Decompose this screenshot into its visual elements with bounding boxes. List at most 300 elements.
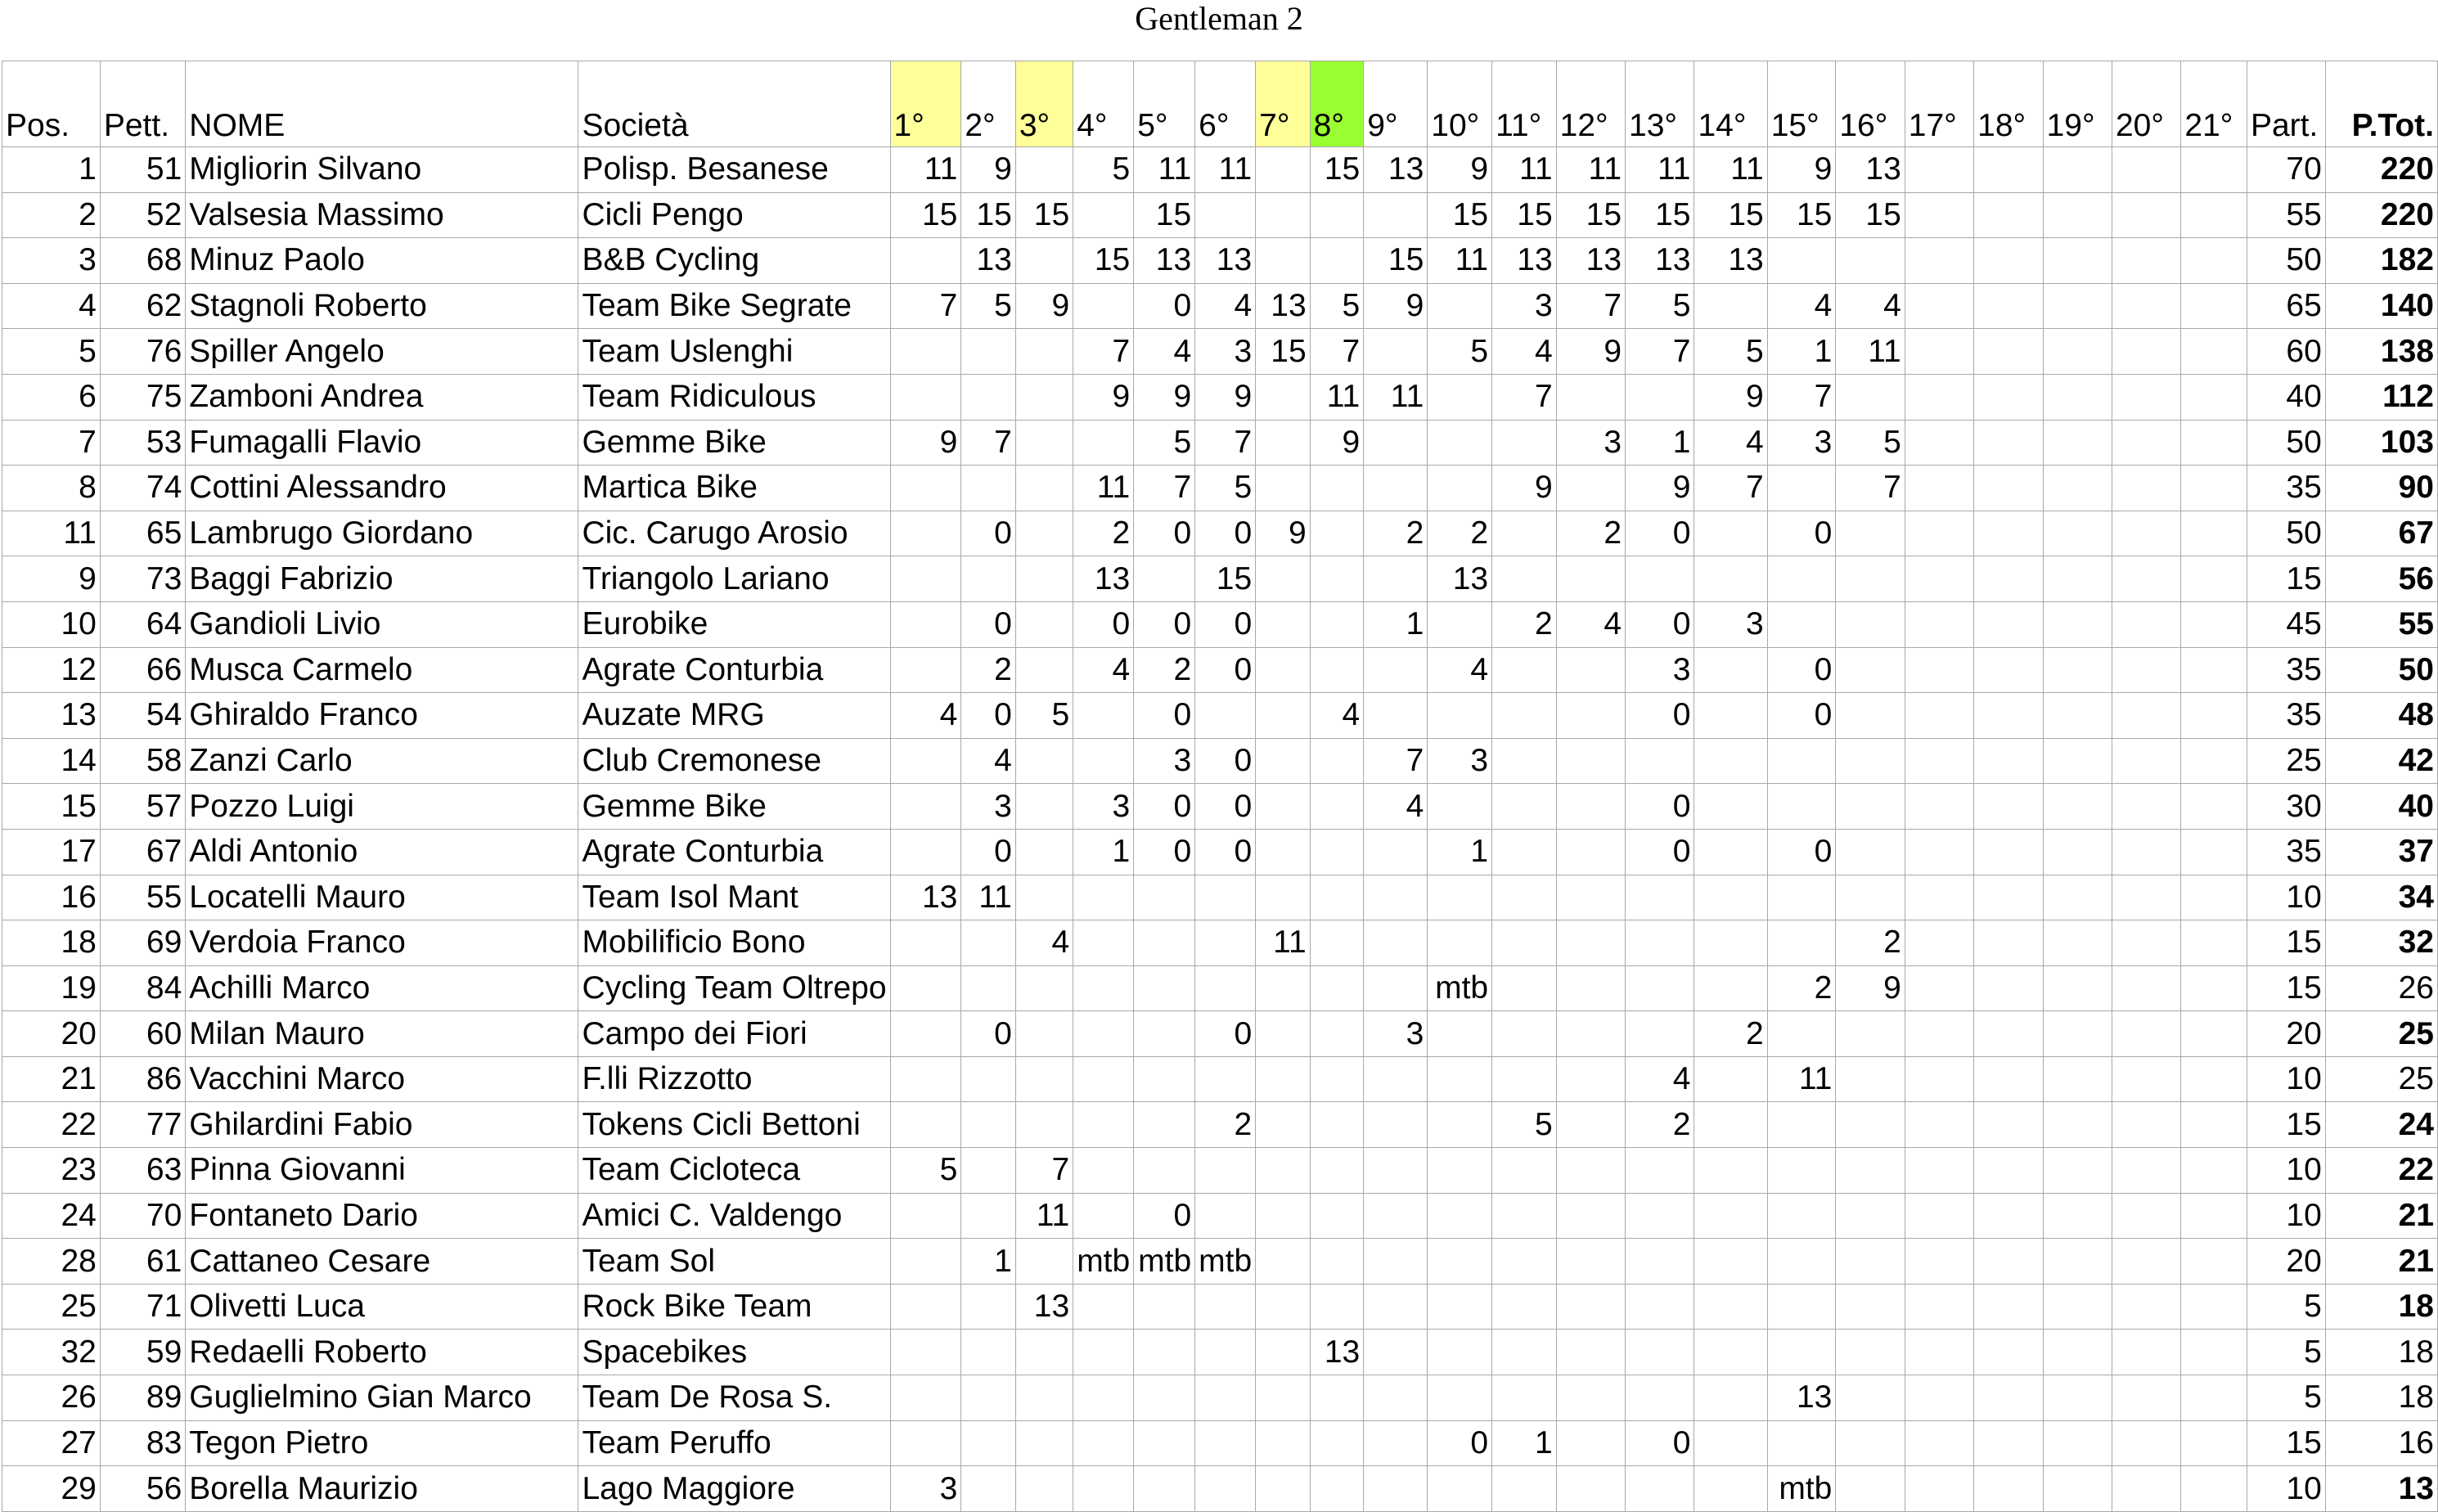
race-points-cell (1905, 238, 1973, 284)
race-points-cell: 1 (1492, 1420, 1557, 1466)
position-cell: 32 (2, 1330, 101, 1375)
race-points-cell: 3 (1694, 601, 1767, 647)
position-cell: 25 (2, 1284, 101, 1330)
race-points-cell: 2 (1428, 511, 1492, 556)
race-points-cell (1767, 1102, 1836, 1148)
race-points-cell (1492, 1284, 1557, 1330)
race-points-cell (1836, 738, 1905, 784)
race-points-cell (1492, 875, 1557, 920)
race-points-cell (1694, 1284, 1767, 1330)
race-points-cell: 2 (1556, 511, 1625, 556)
race-points-cell (1694, 693, 1767, 739)
race-points-cell (1974, 875, 2043, 920)
race-points-cell (1905, 147, 1973, 193)
rider-name-cell: Minuz Paolo (186, 238, 578, 284)
race-points-cell: 2 (1694, 1011, 1767, 1057)
race-points-cell (1492, 1193, 1557, 1239)
race-points-cell (1195, 1056, 1256, 1102)
team-cell: Cic. Carugo Arosio (578, 511, 890, 556)
race-points-cell (2112, 238, 2180, 284)
team-cell: Campo dei Fiori (578, 1011, 890, 1057)
race-points-cell (2181, 420, 2247, 466)
race-points-cell: 2 (1836, 920, 1905, 966)
race-points-cell (1974, 466, 2043, 511)
race-points-cell: 15 (1492, 192, 1557, 238)
participation-cell: 15 (2247, 965, 2325, 1011)
participation-cell: 10 (2247, 1148, 2325, 1194)
race-points-cell (1492, 965, 1557, 1011)
race-points-cell (1428, 1011, 1492, 1057)
race-points-cell (1195, 1148, 1256, 1194)
race-points-cell: 0 (1767, 829, 1836, 875)
race-points-cell (1626, 374, 1694, 420)
race-points-cell (1767, 1239, 1836, 1285)
race-points-cell: 4 (1556, 601, 1625, 647)
race-points-cell: 13 (1256, 283, 1311, 329)
race-points-cell: 13 (1134, 238, 1195, 284)
team-cell: Agrate Conturbia (578, 647, 890, 693)
race-points-cell (1015, 466, 1073, 511)
race-points-cell (2181, 1466, 2247, 1512)
race-points-cell (1256, 420, 1311, 466)
race-points-cell: 2 (1073, 511, 1134, 556)
race-points-cell (1310, 1056, 1364, 1102)
race-points-cell (1905, 1056, 1973, 1102)
team-cell: Team Sol (578, 1239, 890, 1285)
race-points-cell (1492, 1330, 1557, 1375)
race-points-cell (1195, 965, 1256, 1011)
race-points-cell (2043, 1375, 2112, 1421)
race-points-cell (1694, 738, 1767, 784)
race-points-cell: 9 (1256, 511, 1311, 556)
bib-cell: 89 (100, 1375, 185, 1421)
race-points-cell (1974, 420, 2043, 466)
race-points-cell: 9 (1195, 374, 1256, 420)
race-points-cell (1556, 1148, 1625, 1194)
bib-cell: 71 (100, 1284, 185, 1330)
race-points-cell: 0 (1195, 511, 1256, 556)
race-points-cell (1364, 1102, 1428, 1148)
race-points-cell (1905, 466, 1973, 511)
team-cell: Team Isol Mant (578, 875, 890, 920)
race-points-cell (1310, 1193, 1364, 1239)
race-points-cell (2043, 647, 2112, 693)
total-points-cell: 21 (2325, 1193, 2437, 1239)
race-points-cell (1428, 1466, 1492, 1512)
total-points-cell: 103 (2325, 420, 2437, 466)
race-points-cell (1310, 1420, 1364, 1466)
race-points-cell (1626, 1239, 1694, 1285)
race-points-cell (2112, 420, 2180, 466)
race-points-cell (1015, 1375, 1073, 1421)
race-points-cell (1015, 647, 1073, 693)
race-points-cell (1256, 147, 1311, 193)
column-header: Pett. (100, 61, 185, 147)
race-points-cell: 13 (1556, 238, 1625, 284)
race-points-cell (2181, 647, 2247, 693)
participation-cell: 70 (2247, 147, 2325, 193)
total-points-cell: 32 (2325, 920, 2437, 966)
race-points-cell: 7 (1694, 466, 1767, 511)
table-row (2, 693, 2438, 739)
team-cell: Cycling Team Oltrepo (578, 965, 890, 1011)
race-points-cell (1492, 693, 1557, 739)
race-points-cell: 7 (1492, 374, 1557, 420)
race-points-cell (1767, 1193, 1836, 1239)
total-points-cell: 26 (2325, 965, 2437, 1011)
race-points-cell (1836, 1102, 1905, 1148)
race-points-cell: 15 (1073, 238, 1134, 284)
race-points-cell (1974, 1102, 2043, 1148)
race-points-cell: 11 (1015, 1193, 1073, 1239)
race-points-cell (1905, 601, 1973, 647)
race-points-cell (1310, 920, 1364, 966)
race-points-cell (1556, 1284, 1625, 1330)
race-points-cell: 1 (1626, 420, 1694, 466)
table-row (2, 601, 2438, 647)
race-points-cell (1836, 1284, 1905, 1330)
total-points-cell: 34 (2325, 875, 2437, 920)
race-points-cell: 3 (1492, 283, 1557, 329)
race-points-cell (1556, 647, 1625, 693)
race-points-cell (1015, 556, 1073, 602)
race-points-cell (2043, 147, 2112, 193)
race-points-cell (1134, 875, 1195, 920)
race-points-cell: 0 (1767, 693, 1836, 739)
race-points-cell (1556, 738, 1625, 784)
race-points-cell (2112, 1284, 2180, 1330)
race-points-cell (1073, 875, 1134, 920)
race-points-cell (1310, 784, 1364, 830)
rider-name-cell: Locatelli Mauro (186, 875, 578, 920)
race-points-cell (961, 1375, 1016, 1421)
race-points-cell: 9 (1364, 283, 1428, 329)
participation-cell: 35 (2247, 829, 2325, 875)
race-points-cell (961, 466, 1016, 511)
race-points-cell (1073, 283, 1134, 329)
race-points-cell (2112, 1011, 2180, 1057)
race-points-cell (1256, 466, 1311, 511)
race-points-cell: 11 (890, 147, 961, 193)
race-points-cell (1694, 283, 1767, 329)
race-points-cell: 7 (961, 420, 1016, 466)
participation-cell: 5 (2247, 1330, 2325, 1375)
race-points-cell (1134, 1375, 1195, 1421)
race-points-cell (890, 1056, 961, 1102)
race-points-cell (1556, 1239, 1625, 1285)
rider-name-cell: Zanzi Carlo (186, 738, 578, 784)
race-points-cell (1364, 329, 1428, 375)
participation-cell: 50 (2247, 238, 2325, 284)
race-points-cell: 0 (961, 1011, 1016, 1057)
race-points-cell (1073, 1466, 1134, 1512)
column-header: 12° (1556, 61, 1625, 147)
race-points-cell (1428, 784, 1492, 830)
race-points-cell (890, 920, 961, 966)
participation-cell: 10 (2247, 1193, 2325, 1239)
race-points-cell (890, 238, 961, 284)
race-points-cell: 2 (1364, 511, 1428, 556)
race-points-cell: 11 (1492, 147, 1557, 193)
race-points-cell: 5 (1694, 329, 1767, 375)
race-points-cell (1015, 238, 1073, 284)
race-points-cell (1015, 1420, 1073, 1466)
race-points-cell (1073, 192, 1134, 238)
team-cell: Triangolo Lariano (578, 556, 890, 602)
participation-cell: 55 (2247, 192, 2325, 238)
position-cell: 23 (2, 1148, 101, 1194)
column-header: 18° (1974, 61, 2043, 147)
race-points-cell (1073, 965, 1134, 1011)
bib-cell: 65 (100, 511, 185, 556)
rider-name-cell: Redaelli Roberto (186, 1330, 578, 1375)
race-points-cell: 13 (961, 238, 1016, 284)
column-header: 9° (1364, 61, 1428, 147)
rider-name-cell: Lambrugo Giordano (186, 511, 578, 556)
ranking-body (2, 147, 2438, 1512)
race-points-cell: 5 (1428, 329, 1492, 375)
race-points-cell (1974, 1239, 2043, 1285)
race-points-cell: 0 (1626, 784, 1694, 830)
race-points-cell (1364, 693, 1428, 739)
race-points-cell (1364, 1056, 1428, 1102)
race-points-cell (1364, 1148, 1428, 1194)
team-cell: Team Ridiculous (578, 374, 890, 420)
race-points-cell (1556, 1011, 1625, 1057)
race-points-cell: 15 (890, 192, 961, 238)
race-points-cell (1310, 466, 1364, 511)
race-points-cell (1073, 1056, 1134, 1102)
race-points-cell (2112, 466, 2180, 511)
race-points-cell: 2 (1767, 965, 1836, 1011)
table-row (2, 1330, 2438, 1375)
race-points-cell (2112, 875, 2180, 920)
race-points-cell (1310, 1466, 1364, 1512)
race-points-cell: 5 (1626, 283, 1694, 329)
column-header: 14° (1694, 61, 1767, 147)
race-points-cell (1974, 829, 2043, 875)
race-points-cell (1364, 647, 1428, 693)
race-points-cell (2043, 511, 2112, 556)
bib-cell: 73 (100, 556, 185, 602)
race-points-cell (1134, 556, 1195, 602)
race-points-cell (1767, 1011, 1836, 1057)
bib-cell: 84 (100, 965, 185, 1011)
race-points-cell: 5 (1195, 466, 1256, 511)
bib-cell: 62 (100, 283, 185, 329)
race-points-cell (2112, 374, 2180, 420)
race-points-cell (1767, 738, 1836, 784)
race-points-cell: 0 (1626, 693, 1694, 739)
race-points-cell (2043, 192, 2112, 238)
race-points-cell (1974, 283, 2043, 329)
race-points-cell: 3 (1626, 647, 1694, 693)
table-row (2, 147, 2438, 193)
race-points-cell: 11 (1134, 147, 1195, 193)
race-points-cell: 13 (1073, 556, 1134, 602)
race-points-cell (890, 1420, 961, 1466)
race-points-cell: 0 (1195, 784, 1256, 830)
team-cell: Mobilificio Bono (578, 920, 890, 966)
race-points-cell (1256, 693, 1311, 739)
race-points-cell (1905, 1011, 1973, 1057)
race-points-cell: 11 (1626, 147, 1694, 193)
participation-cell: 65 (2247, 283, 2325, 329)
race-points-cell (2112, 556, 2180, 602)
race-points-cell (890, 965, 961, 1011)
race-points-cell (2181, 1239, 2247, 1285)
race-points-cell: 0 (1195, 647, 1256, 693)
race-points-cell (1905, 420, 1973, 466)
participation-cell: 25 (2247, 738, 2325, 784)
position-cell: 3 (2, 238, 101, 284)
race-points-cell: 7 (1073, 329, 1134, 375)
table-row (2, 283, 2438, 329)
race-points-cell (1492, 511, 1557, 556)
race-points-cell (1626, 1193, 1694, 1239)
race-points-cell (2043, 1330, 2112, 1375)
race-points-cell (1905, 374, 1973, 420)
total-points-cell: 182 (2325, 238, 2437, 284)
race-points-cell (2043, 784, 2112, 830)
race-points-cell (1428, 693, 1492, 739)
rider-name-cell: Cattaneo Cesare (186, 1239, 578, 1285)
bib-cell: 60 (100, 1011, 185, 1057)
table-row (2, 965, 2438, 1011)
race-points-cell: 7 (890, 283, 961, 329)
race-points-cell (1195, 875, 1256, 920)
table-row (2, 329, 2438, 375)
table-row (2, 511, 2438, 556)
race-points-cell (1836, 1148, 1905, 1194)
race-points-cell (2181, 329, 2247, 375)
race-points-cell (890, 738, 961, 784)
race-points-cell (2181, 784, 2247, 830)
race-points-cell: 4 (1694, 420, 1767, 466)
race-points-cell: 11 (1195, 147, 1256, 193)
total-points-cell: 21 (2325, 1239, 2437, 1285)
race-points-cell (1073, 1284, 1134, 1330)
race-points-cell (1905, 1239, 1973, 1285)
race-points-cell (1767, 556, 1836, 602)
race-points-cell (1836, 1193, 1905, 1239)
race-points-cell (1974, 784, 2043, 830)
race-points-cell (1073, 1011, 1134, 1057)
bib-cell: 68 (100, 238, 185, 284)
race-points-cell (1905, 875, 1973, 920)
race-points-cell (1626, 556, 1694, 602)
table-row (2, 647, 2438, 693)
race-points-cell (1492, 738, 1557, 784)
bib-cell: 70 (100, 1193, 185, 1239)
race-points-cell (1428, 1193, 1492, 1239)
bib-cell: 57 (100, 784, 185, 830)
rider-name-cell: Musca Carmelo (186, 647, 578, 693)
race-points-cell (2112, 1102, 2180, 1148)
race-points-cell (2043, 1193, 2112, 1239)
ranking-table (2, 61, 2438, 1512)
race-points-cell (1195, 693, 1256, 739)
race-points-cell (2181, 738, 2247, 784)
race-points-cell (890, 374, 961, 420)
position-cell: 18 (2, 920, 101, 966)
rider-name-cell: Fumagalli Flavio (186, 420, 578, 466)
race-points-cell (890, 1330, 961, 1375)
race-points-cell: 3 (890, 1466, 961, 1512)
race-points-cell (961, 965, 1016, 1011)
race-points-cell (1364, 1284, 1428, 1330)
position-cell: 12 (2, 647, 101, 693)
race-points-cell (1364, 1375, 1428, 1421)
race-points-cell: 0 (1134, 283, 1195, 329)
race-points-cell (2043, 1239, 2112, 1285)
race-points-cell (1626, 920, 1694, 966)
race-points-cell: 5 (961, 283, 1016, 329)
race-points-cell (1073, 1330, 1134, 1375)
race-points-cell: 2 (1134, 647, 1195, 693)
race-points-cell (1015, 875, 1073, 920)
position-cell: 19 (2, 965, 101, 1011)
bib-cell: 59 (100, 1330, 185, 1375)
race-points-cell (1310, 829, 1364, 875)
total-points-cell: 56 (2325, 556, 2437, 602)
column-header: 8° (1310, 61, 1364, 147)
race-points-cell (1073, 1193, 1134, 1239)
race-points-cell (1134, 1102, 1195, 1148)
race-points-cell (1364, 829, 1428, 875)
table-row (2, 1239, 2438, 1285)
race-points-cell (2043, 556, 2112, 602)
race-points-cell: 4 (1310, 693, 1364, 739)
team-cell: Team Peruffo (578, 1420, 890, 1466)
race-points-cell: 13 (890, 875, 961, 920)
race-points-cell (2043, 1466, 2112, 1512)
race-points-cell (1905, 829, 1973, 875)
total-points-cell: 55 (2325, 601, 2437, 647)
race-points-cell (890, 1102, 961, 1148)
position-cell: 17 (2, 829, 101, 875)
race-points-cell: mtb (1073, 1239, 1134, 1285)
race-points-cell (1694, 511, 1767, 556)
race-points-cell: 4 (1195, 283, 1256, 329)
table-row (2, 192, 2438, 238)
race-points-cell (2043, 920, 2112, 966)
race-points-cell (2112, 511, 2180, 556)
race-points-cell (2112, 693, 2180, 739)
table-row (2, 1466, 2438, 1512)
race-points-cell (2043, 329, 2112, 375)
race-points-cell (1073, 693, 1134, 739)
race-points-cell (1134, 1420, 1195, 1466)
rider-name-cell: Fontaneto Dario (186, 1193, 578, 1239)
race-points-cell: 3 (1556, 420, 1625, 466)
race-points-cell: 1 (1428, 829, 1492, 875)
race-points-cell: 9 (1310, 420, 1364, 466)
race-points-cell (2043, 829, 2112, 875)
race-points-cell: 15 (1015, 192, 1073, 238)
race-points-cell (1256, 601, 1311, 647)
race-points-cell (1974, 738, 2043, 784)
race-points-cell (2112, 1148, 2180, 1194)
race-points-cell (1767, 875, 1836, 920)
race-points-cell (961, 1420, 1016, 1466)
race-points-cell (1364, 466, 1428, 511)
race-points-cell (1256, 738, 1311, 784)
race-points-cell (1364, 192, 1428, 238)
race-points-cell: 0 (1134, 511, 1195, 556)
race-points-cell (1256, 192, 1311, 238)
total-points-cell: 18 (2325, 1284, 2437, 1330)
